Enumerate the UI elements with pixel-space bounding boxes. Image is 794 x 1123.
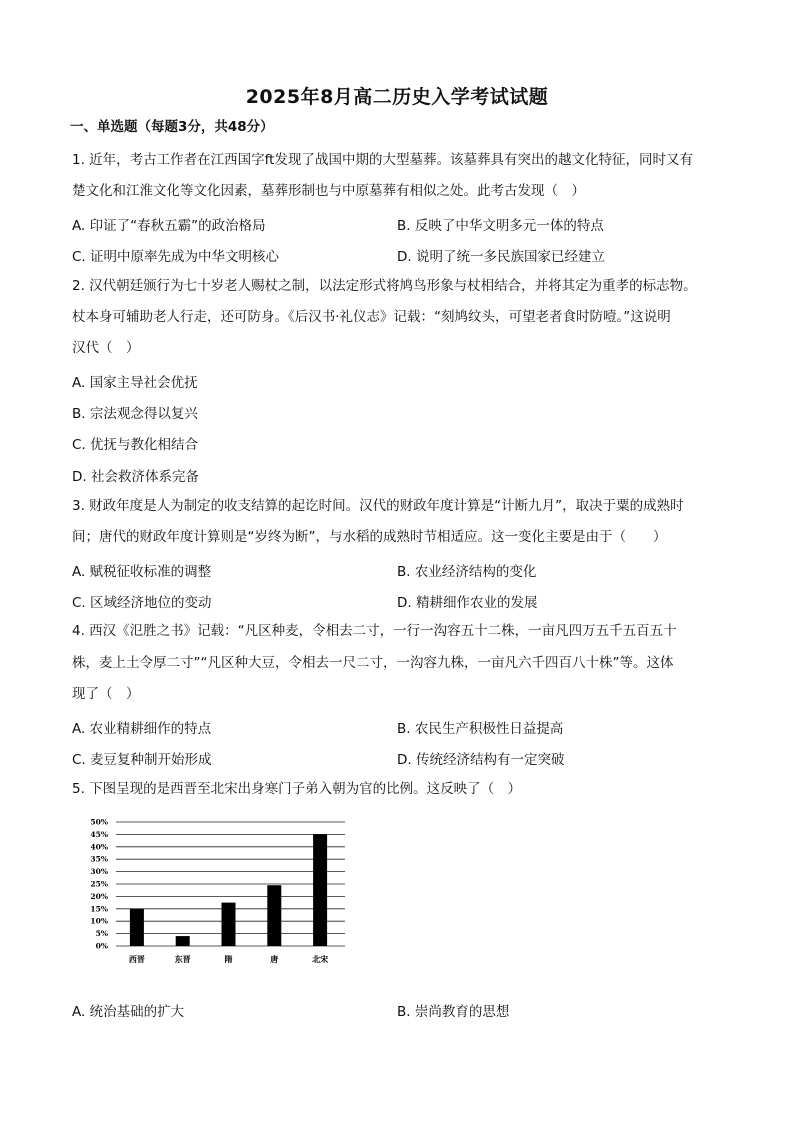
q1-stem-line-1: 1. 近年，考古工作者在江西国字ft发现了战国中期的大型墓葬。该墓葬具有突出的越文化特征，同时又有	[72, 152, 693, 168]
y-tick-label: 0%	[95, 941, 108, 951]
y-tick-label: 30%	[90, 867, 108, 877]
q2-option-a[interactable]: A. 国家主导社会优抚	[72, 375, 198, 391]
y-tick-label: 15%	[90, 904, 108, 914]
bar-chart-svg	[80, 812, 370, 972]
y-tick-label: 25%	[90, 879, 108, 889]
q5-option-a[interactable]: A. 统治基础的扩大	[72, 1004, 185, 1020]
y-tick-label: 20%	[90, 891, 108, 901]
q4-option-c[interactable]: C. 麦豆复种制开始形成	[72, 752, 212, 768]
bar-chart	[80, 812, 370, 972]
q3-option-d[interactable]: D. 精耕细作农业的发展	[397, 595, 538, 611]
q1-option-c[interactable]: C. 证明中原率先成为中华文明核心	[72, 249, 280, 265]
section-heading: 一、单选题（每题3分，共48分）	[70, 119, 274, 135]
page-title: 2025年8月高二历史入学考试试题	[245, 86, 549, 108]
x-tick-label: 西晋	[128, 955, 145, 964]
q2-option-d[interactable]: D. 社会救济体系完备	[72, 469, 199, 485]
x-tick-label: 唐	[270, 955, 279, 964]
q3-stem-line-1: 3. 财政年度是人为制定的收支结算的起讫时间。汉代的财政年度计算是“计断九月”，取决于粟的成熟时	[72, 498, 684, 514]
q1-option-a[interactable]: A. 印证了“春秋五霸”的政治格局	[72, 218, 266, 234]
q5-option-b[interactable]: B. 崇尚教育的思想	[397, 1004, 510, 1020]
q2-stem-line-3: 汉代（ ）	[72, 340, 140, 356]
q2-stem-line-1: 2. 汉代朝廷颁行为七十岁老人赐杖之制，以法定形式将鸠鸟形象与杖相结合，并将其定为重孝的标志物。	[72, 278, 697, 294]
y-tick-label: 40%	[90, 842, 108, 852]
y-tick-label: 10%	[90, 916, 108, 926]
q3-option-c[interactable]: C. 区域经济地位的变动	[72, 595, 212, 611]
q4-option-a[interactable]: A. 农业精耕细作的特点	[72, 721, 212, 737]
bar-4	[313, 834, 327, 946]
q3-option-a[interactable]: A. 赋税征收标准的调整	[72, 564, 212, 580]
q1-option-b[interactable]: B. 反映了中华文明多元一体的特点	[397, 218, 604, 234]
q2-stem-line-2: 杖本身可辅助老人行走，还可防身。《后汉书·礼仪志》记载：“刻鸠纹头，可望老者食时防噎。”这说明	[72, 309, 671, 325]
x-tick-label: 隋	[224, 955, 233, 964]
q1-option-d[interactable]: D. 说明了统一多民族国家已经建立	[397, 249, 605, 265]
y-tick-label: 35%	[90, 854, 108, 864]
q3-option-b[interactable]: B. 农业经济结构的变化	[397, 564, 537, 580]
q1-stem-line-2: 楚文化和江淮文化等文化因素，墓葬形制也与中原墓葬有相似之处。此考古发现（ ）	[72, 183, 585, 199]
q4-option-d[interactable]: D. 传统经济结构有一定突破	[397, 752, 565, 768]
y-tick-label: 50%	[90, 817, 108, 827]
bar-1	[176, 936, 190, 946]
q2-option-b[interactable]: B. 宗法观念得以复兴	[72, 406, 198, 422]
q2-option-c[interactable]: C. 优抚与教化相结合	[72, 437, 199, 453]
y-tick-label: 45%	[90, 829, 108, 839]
q5-stem-line-1: 5. 下图呈现的是西晋至北宋出身寒门子弟入朝为官的比例。这反映了（ ）	[72, 781, 522, 797]
q4-stem-line-2: 株，麦上土令厚二寸”“凡区种大豆，令相去一尺二寸，一沟容九株，一亩凡六千四百八十株”等。这体	[72, 655, 674, 671]
bar-3	[267, 885, 281, 946]
q4-option-b[interactable]: B. 农民生产积极性日益提高	[397, 721, 564, 737]
bar-2	[222, 903, 236, 946]
y-tick-label: 5%	[95, 929, 108, 939]
x-tick-label: 北宋	[312, 955, 329, 964]
bar-0	[130, 909, 144, 946]
q3-stem-line-2: 间；唐代的财政年度计算则是“岁终为断”，与水稻的成熟时节相适应。这一变化主要是由于（ ）	[72, 529, 667, 545]
q4-stem-line-1: 4. 西汉《氾胜之书》记载：“凡区种麦，令相去二寸，一行一沟容五十二株，一亩凡四万五千五百五十	[72, 623, 677, 639]
q4-stem-line-3: 现了（ ）	[72, 686, 140, 702]
x-tick-label: 东晋	[174, 955, 191, 964]
